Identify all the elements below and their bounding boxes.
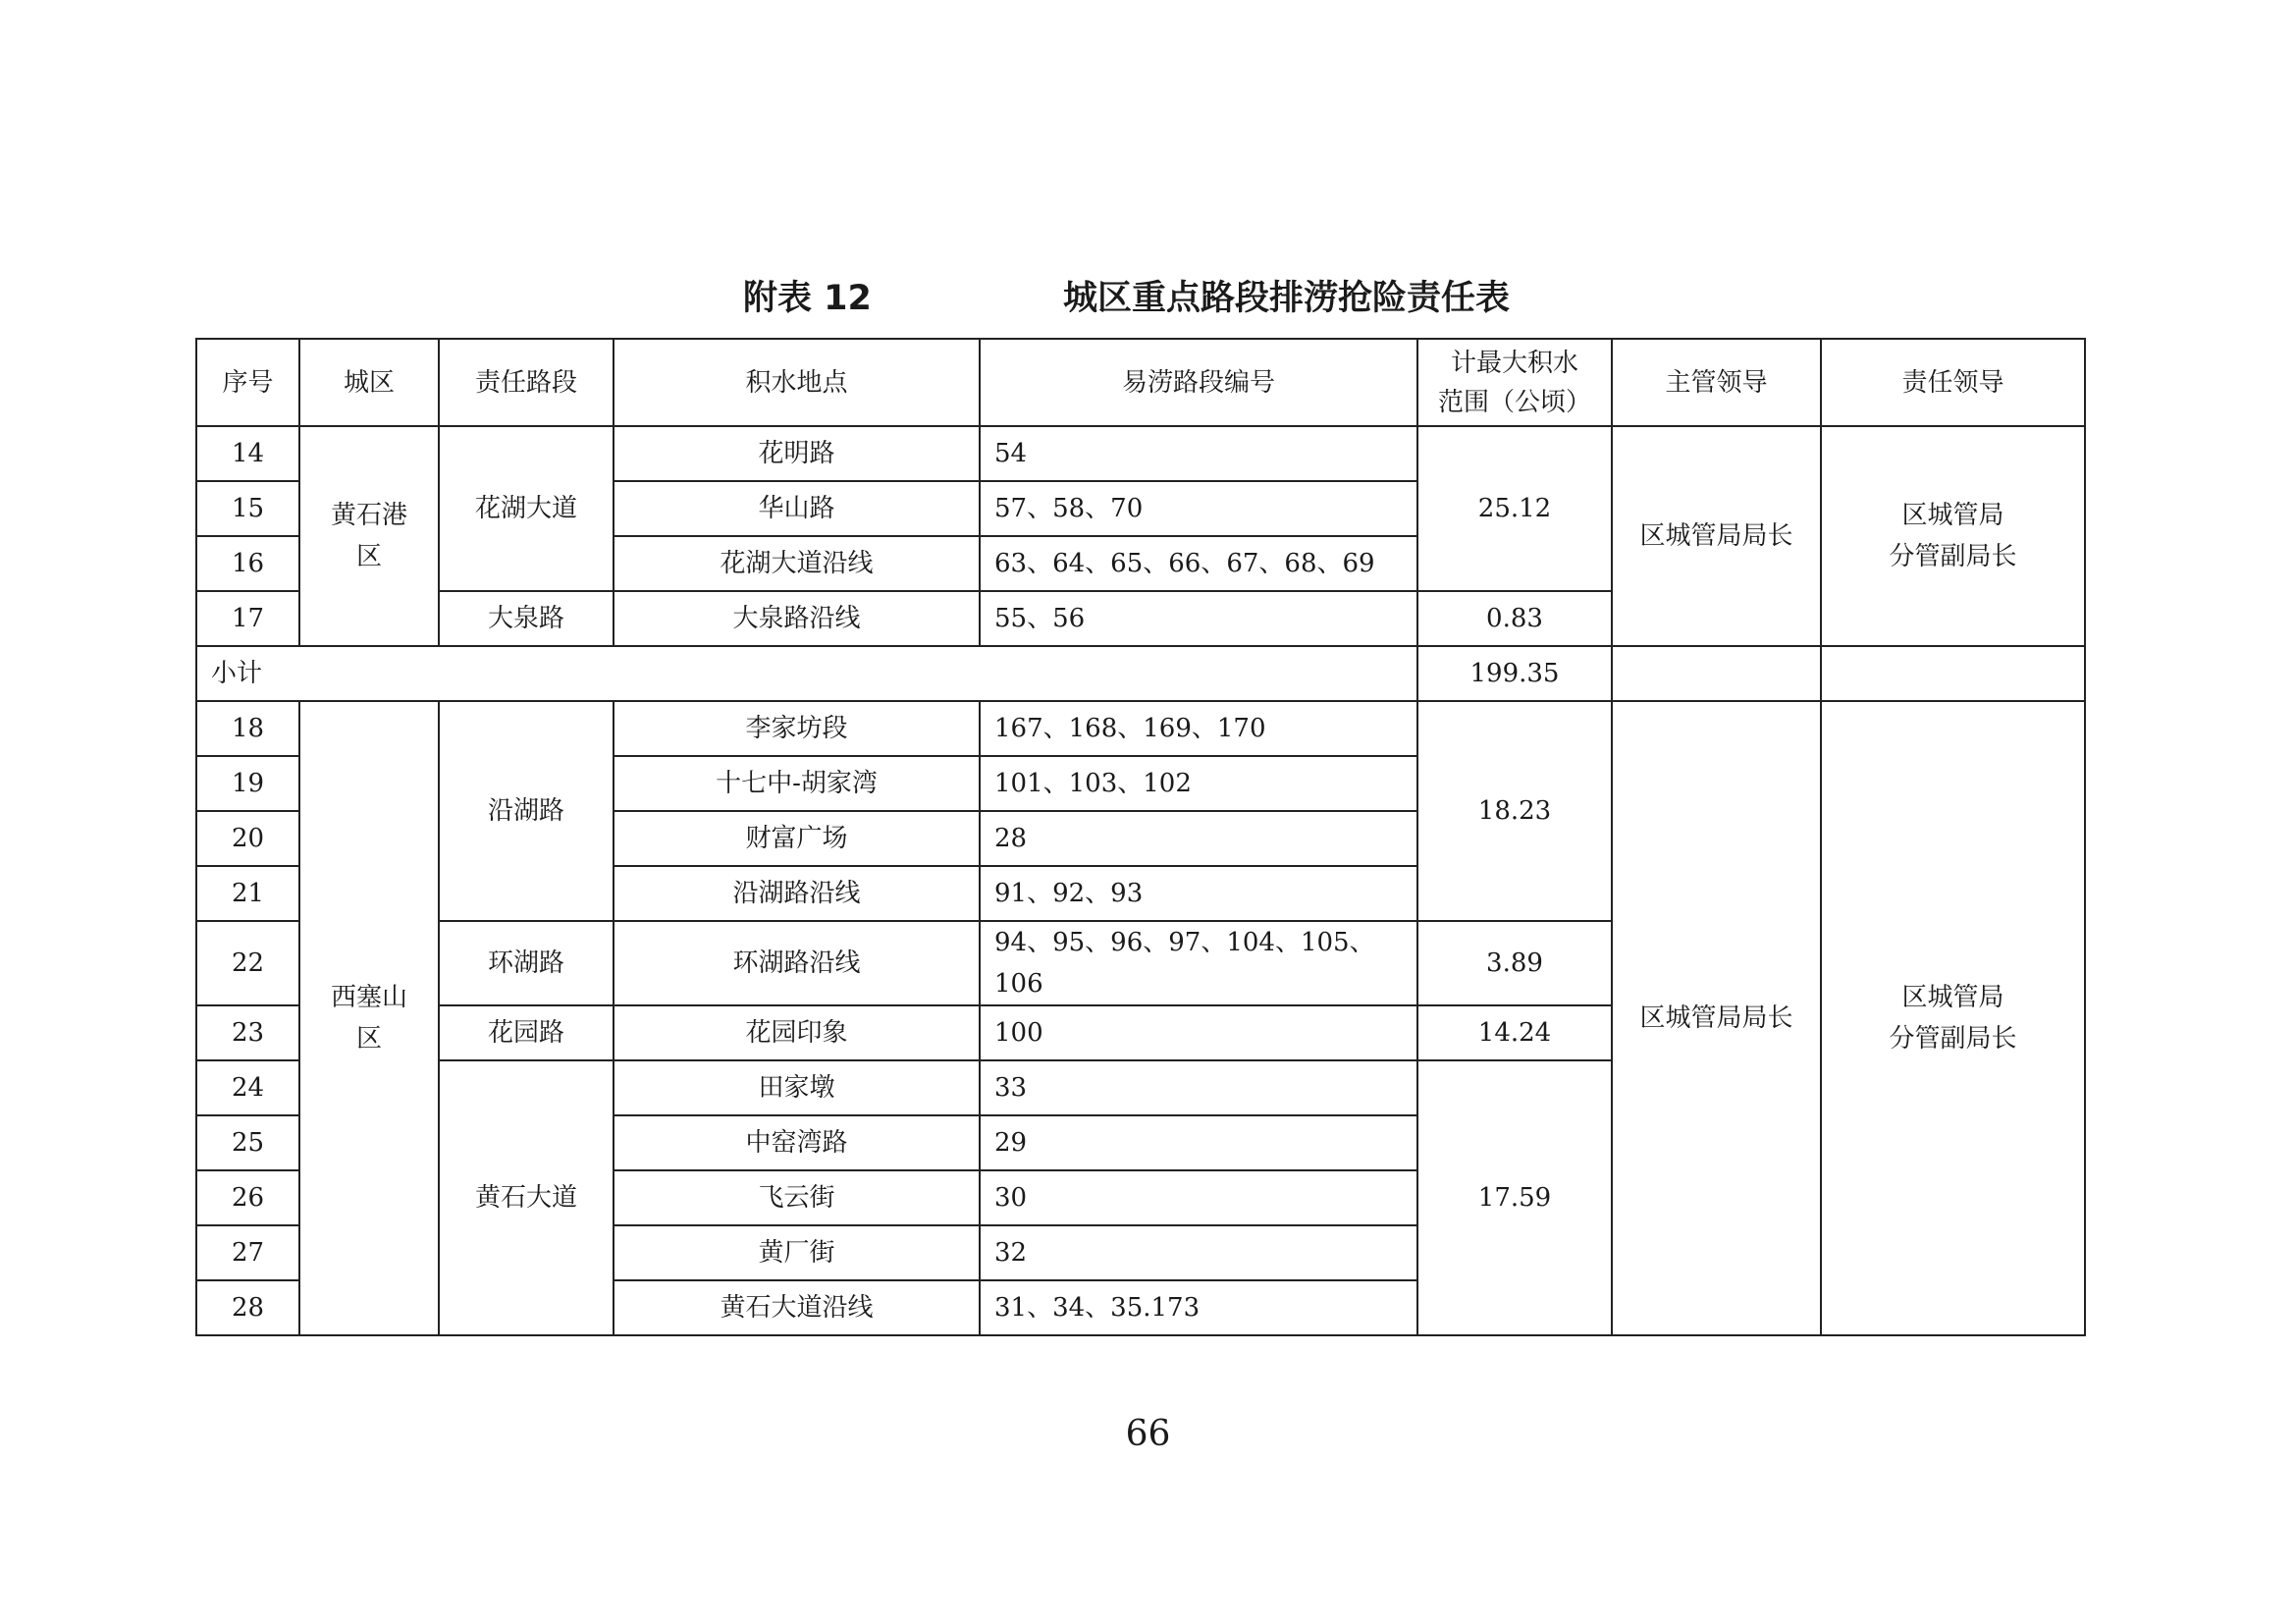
seq-cell: 22 [196, 921, 299, 1005]
seq-cell: 15 [196, 481, 299, 536]
location-cell: 环湖路沿线 [614, 921, 980, 1005]
subtotal-empty-cell [1612, 646, 1821, 701]
table-row [196, 426, 2085, 481]
responsibility-table [195, 338, 2086, 1336]
location-cell: 飞云街 [614, 1170, 980, 1225]
location-cell: 黄厂街 [614, 1225, 980, 1280]
codes-cell: 167、168、169、170 [980, 701, 1417, 756]
responsible-cell [1821, 426, 2085, 646]
responsible-line1: 区城管局 [1901, 983, 2004, 1012]
codes-cell: 28 [980, 811, 1417, 866]
header-responsible: 责任领导 [1821, 339, 2085, 426]
area-cell: 0.83 [1417, 591, 1612, 646]
seq-cell: 25 [196, 1115, 299, 1170]
location-cell: 花湖大道沿线 [614, 536, 980, 591]
location-cell: 黄石大道沿线 [614, 1280, 980, 1335]
codes-cell: 54 [980, 426, 1417, 481]
road-cell: 花园路 [439, 1005, 614, 1060]
location-cell: 大泉路沿线 [614, 591, 980, 646]
header-area [1417, 339, 1612, 426]
area-cell: 17.59 [1417, 1060, 1612, 1335]
responsible-line1: 区城管局 [1901, 501, 2004, 530]
header-codes: 易涝路段编号 [980, 339, 1417, 426]
location-cell: 中窑湾路 [614, 1115, 980, 1170]
subtotal-row [196, 646, 2085, 701]
header-seq: 序号 [196, 339, 299, 426]
document-title [0, 263, 2296, 322]
road-cell: 花湖大道 [439, 426, 614, 591]
district-line1: 西塞山 [330, 983, 407, 1012]
supervisor-cell: 区城管局局长 [1612, 701, 1821, 1335]
header-supervisor: 主管领导 [1612, 339, 1821, 426]
location-cell: 李家坊段 [614, 701, 980, 756]
codes-cell: 32 [980, 1225, 1417, 1280]
codes-cell: 33 [980, 1060, 1417, 1115]
subtotal-label: 小计 [196, 646, 1417, 701]
codes-cell: 94、95、96、97、104、105、106 [980, 921, 1417, 1005]
location-cell: 华山路 [614, 481, 980, 536]
seq-cell: 14 [196, 426, 299, 481]
location-cell: 十七中-胡家湾 [614, 756, 980, 811]
codes-cell: 55、56 [980, 591, 1417, 646]
location-cell: 财富广场 [614, 811, 980, 866]
responsible-line2: 分管副局长 [1889, 1024, 2017, 1054]
codes-cell: 91、92、93 [980, 866, 1417, 921]
seq-cell: 28 [196, 1280, 299, 1335]
codes-cell: 30 [980, 1170, 1417, 1225]
district-line2: 区 [355, 1024, 382, 1054]
area-cell: 14.24 [1417, 1005, 1612, 1060]
seq-cell: 26 [196, 1170, 299, 1225]
road-cell: 沿湖路 [439, 701, 614, 921]
seq-cell: 18 [196, 701, 299, 756]
area-cell: 25.12 [1417, 426, 1612, 591]
header-road: 责任路段 [439, 339, 614, 426]
location-cell: 沿湖路沿线 [614, 866, 980, 921]
area-cell: 3.89 [1417, 921, 1612, 1005]
codes-cell: 63、64、65、66、67、68、69 [980, 536, 1417, 591]
header-location: 积水地点 [614, 339, 980, 426]
seq-cell: 21 [196, 866, 299, 921]
table-row [196, 701, 2085, 756]
subtotal-value: 199.35 [1417, 646, 1612, 701]
district-cell [299, 701, 439, 1335]
codes-cell: 31、34、35.173 [980, 1280, 1417, 1335]
header-district: 城区 [299, 339, 439, 426]
header-row [196, 339, 2085, 426]
subtotal-empty-cell [1821, 646, 2085, 701]
location-cell: 花明路 [614, 426, 980, 481]
seq-cell: 24 [196, 1060, 299, 1115]
district-cell [299, 426, 439, 646]
codes-cell: 100 [980, 1005, 1417, 1060]
seq-cell: 16 [196, 536, 299, 591]
seq-cell: 27 [196, 1225, 299, 1280]
responsible-cell [1821, 701, 2085, 1335]
area-cell: 18.23 [1417, 701, 1612, 921]
page-number: 66 [1125, 1414, 1171, 1454]
road-cell: 环湖路 [439, 921, 614, 1005]
responsible-line2: 分管副局长 [1889, 542, 2017, 571]
codes-cell: 29 [980, 1115, 1417, 1170]
seq-cell: 19 [196, 756, 299, 811]
district-line1: 黄石港 [330, 501, 407, 530]
appendix-label: 附表 12 [743, 279, 872, 318]
seq-cell: 23 [196, 1005, 299, 1060]
codes-cell: 101、103、102 [980, 756, 1417, 811]
codes-cell: 57、58、70 [980, 481, 1417, 536]
seq-cell: 17 [196, 591, 299, 646]
table-title: 城区重点路段排涝抢险责任表 [1063, 279, 1511, 318]
header-area-line1: 计最大积水 [1450, 348, 1578, 378]
header-area-line2: 范围（公顷） [1437, 387, 1591, 417]
location-cell: 花园印象 [614, 1005, 980, 1060]
seq-cell: 20 [196, 811, 299, 866]
road-cell: 大泉路 [439, 591, 614, 646]
district-line2: 区 [355, 542, 382, 571]
supervisor-cell: 区城管局局长 [1612, 426, 1821, 646]
road-cell: 黄石大道 [439, 1060, 614, 1335]
location-cell: 田家墩 [614, 1060, 980, 1115]
